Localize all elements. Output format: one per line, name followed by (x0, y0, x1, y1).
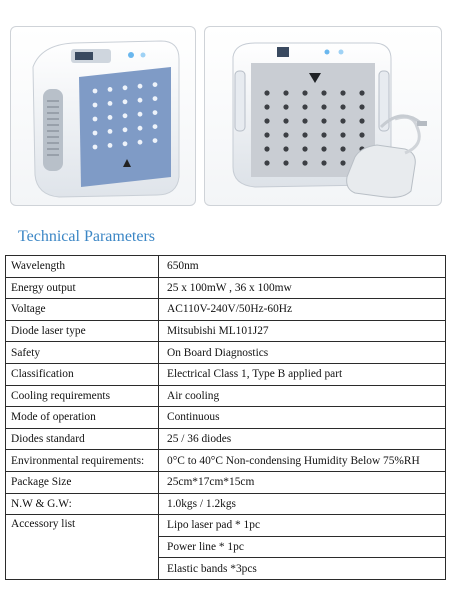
param-label: N.W & G.W: (6, 493, 159, 515)
diode-dot (108, 87, 113, 92)
diode-dot (264, 160, 269, 165)
diode-dot (302, 132, 307, 137)
diode-dot (283, 132, 288, 137)
section-title: Technical Parameters (18, 228, 156, 245)
diode-dot (93, 89, 98, 94)
diode-dot (123, 127, 128, 132)
technical-parameters-table (5, 255, 446, 580)
diode-dot (138, 98, 143, 103)
diode-dot (283, 118, 288, 123)
diode-dot (302, 160, 307, 165)
diode-dot (93, 131, 98, 136)
param-value: Electrical Class 1, Type B applied part (159, 363, 446, 385)
diode-dot (340, 146, 345, 151)
diode-dot (93, 145, 98, 150)
diode-dot (264, 146, 269, 151)
diode-dot (153, 110, 158, 115)
diode-dot (359, 104, 364, 109)
device-illustration-small (11, 27, 195, 205)
param-value: 25 / 36 diodes (159, 428, 446, 450)
param-label: Classification (6, 363, 159, 385)
table-row (6, 428, 446, 450)
diode-dot (283, 160, 288, 165)
diode-dot (108, 101, 113, 106)
diode-dot (153, 96, 158, 101)
param-label: Environmental requirements: (6, 450, 159, 472)
diode-dot (321, 118, 326, 123)
param-label: Diodes standard (6, 428, 159, 450)
diode-dot (283, 104, 288, 109)
diode-dot (321, 90, 326, 95)
diode-dot (283, 90, 288, 95)
accessory-item: Elastic bands *3pcs (159, 558, 446, 580)
diode-dot (138, 140, 143, 145)
table-row (6, 515, 446, 537)
diode-dot (123, 113, 128, 118)
diode-dot (264, 132, 269, 137)
param-value: 25cm*17cm*15cm (159, 471, 446, 493)
param-label: Wavelength (6, 256, 159, 278)
diode-dot (264, 90, 269, 95)
diode-dot (138, 126, 143, 131)
diode-dot (340, 132, 345, 137)
diode-dot (302, 146, 307, 151)
param-value: Air cooling (159, 385, 446, 407)
param-value: Mitsubishi ML101J27 (159, 320, 446, 342)
diode-dot (93, 103, 98, 108)
param-label: Cooling requirements (6, 385, 159, 407)
status-led-icon (325, 50, 330, 55)
param-label: Energy output (6, 277, 159, 299)
table-row (6, 342, 446, 364)
diode-dot (359, 118, 364, 123)
table-row (6, 299, 446, 321)
diode-dot (108, 115, 113, 120)
diode-dot (123, 99, 128, 104)
diode-dot (283, 146, 288, 151)
diode-dot (153, 124, 158, 129)
diode-dot (108, 129, 113, 134)
param-label: Safety (6, 342, 159, 364)
table-row (6, 450, 446, 472)
diode-dot (359, 132, 364, 137)
device-illustration-large (205, 27, 441, 205)
diode-dot (321, 146, 326, 151)
product-photo-large-pad (204, 26, 442, 206)
diode-dot (153, 82, 158, 87)
diode-dot (138, 84, 143, 89)
accessory-label: Accessory list (6, 515, 159, 580)
diode-dot (264, 104, 269, 109)
param-value: 650nm (159, 256, 446, 278)
param-label: Diode laser type (6, 320, 159, 342)
diode-dot (321, 132, 326, 137)
diode-dot (340, 118, 345, 123)
product-photo-small-pad (10, 26, 196, 206)
param-value: 25 x 100mW , 36 x 100mw (159, 277, 446, 299)
param-value: AC110V-240V/50Hz-60Hz (159, 299, 446, 321)
diode-dot (359, 90, 364, 95)
diode-dot (264, 118, 269, 123)
power-indicator-icon (128, 52, 134, 58)
param-value: 1.0kgs / 1.2kgs (159, 493, 446, 515)
diode-dot (153, 138, 158, 143)
param-value: Continuous (159, 407, 446, 429)
diode-dot (321, 160, 326, 165)
diode-dot (302, 90, 307, 95)
param-value: 0°C to 40°C Non-condensing Humidity Below 75%RH (159, 450, 446, 472)
diode-dot (123, 85, 128, 90)
accessory-item: Power line * 1pc (159, 536, 446, 558)
diode-dot (302, 118, 307, 123)
table-row (6, 407, 446, 429)
accessory-item: Lipo laser pad * 1pc (159, 515, 446, 537)
diode-dot (340, 160, 345, 165)
param-label: Package Size (6, 471, 159, 493)
table-row (6, 256, 446, 278)
diode-dot (108, 143, 113, 148)
diode-dot (123, 141, 128, 146)
diode-dot (302, 104, 307, 109)
diode-dot (340, 90, 345, 95)
table-row (6, 277, 446, 299)
param-label: Mode of operation (6, 407, 159, 429)
table-row (6, 493, 446, 515)
table-row (6, 385, 446, 407)
param-value: On Board Diagnostics (159, 342, 446, 364)
diode-dot (340, 104, 345, 109)
diode-dot (138, 112, 143, 117)
left-handle (235, 71, 245, 131)
table-row (6, 363, 446, 385)
table-row (6, 471, 446, 493)
diode-dot (93, 117, 98, 122)
param-label: Voltage (6, 299, 159, 321)
table-row (6, 320, 446, 342)
diode-dot (321, 104, 326, 109)
